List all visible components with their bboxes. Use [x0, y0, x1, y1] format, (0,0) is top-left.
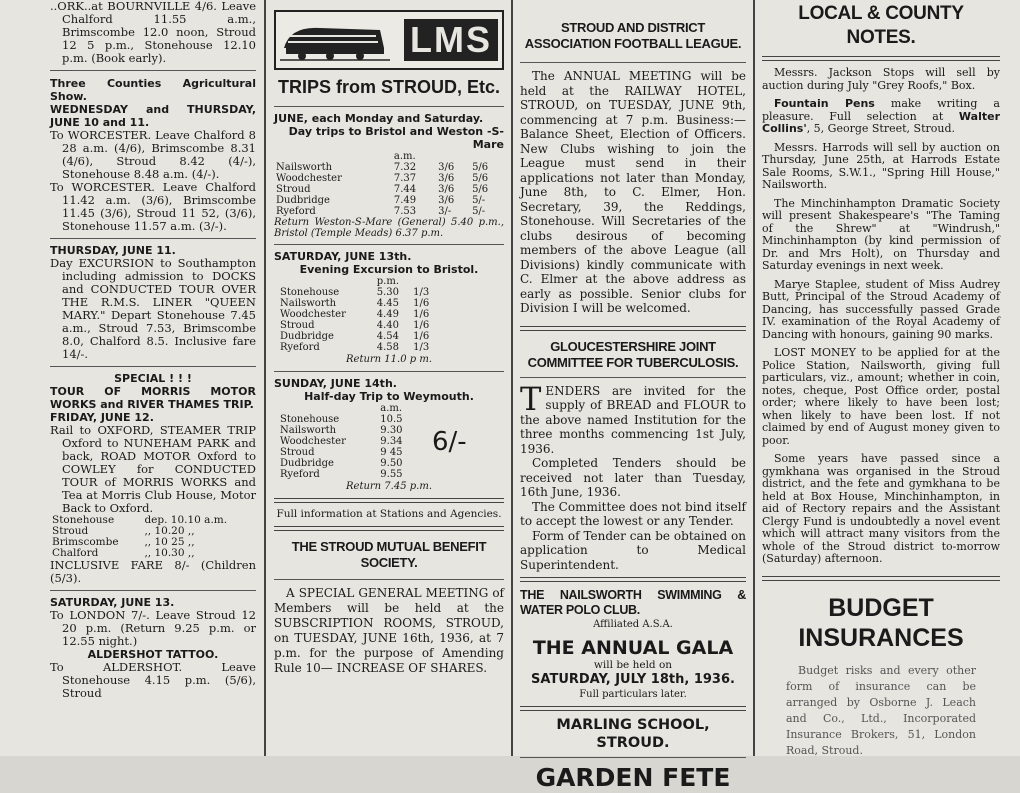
- show-dates: WEDNESDAY and THURSDAY, JUNE 10 and 11.: [50, 103, 256, 129]
- friday-heading: FRIDAY, JUNE 12.: [50, 411, 154, 424]
- tb-deadline: Completed Tenders should be received not later than Tuesday, 16th June, 1936.: [520, 456, 746, 499]
- morris-tour-title: TOUR OF MORRIS MOTOR WORKS and RIVER THAMES TRIP.: [50, 385, 256, 411]
- tb-tenders: TENDERS are invited for the supply of BREAD and FLOUR to the above named Institution for the three months commencing 1st July, 1936.: [520, 379, 746, 456]
- gala-date: SATURDAY, JULY 18th, 1936.: [531, 672, 735, 687]
- worcester-trip-2: To WORCESTER. Leave Chalford 11.42 a.m. (3/6), Brimscombe 11.45 (3/6), Stroud 11 52, (3/6), Stonehouse 11.57 a.m. (3/-).: [50, 180, 256, 233]
- weston-return: Return Weston-S-Mare (General) 5.40 p.m., Bristol (Temple Meads) 6.37 p.m.: [274, 217, 504, 239]
- gala-held: will be held on: [593, 659, 673, 671]
- table-row: Nailsworth 4.45 1/6: [280, 298, 430, 309]
- london-trip: To LONDON 7/-. Leave Stroud 12 20 p.m. (Return 9.25 p.m. or 12.55 night.): [50, 608, 256, 648]
- divider: [520, 757, 746, 758]
- tb-form: Form of Tender can be obtained on application to Medical Superintendent.: [520, 528, 746, 572]
- divider: [520, 706, 746, 711]
- table-row: Ryeford 9.55: [280, 469, 403, 480]
- southampton-excursion: Day EXCURSION to Southampton including admission to DOCKS and CONDUCTED TOUR OVER THE R.M.S. LINER "QUEEN MARY." Depart Stonehouse 7.45 a.m., Stroud 7.53, Brimscombe 8.0, Chalford 8.5. Inclusive fare 14/-.: [50, 256, 256, 361]
- worcester-trip-1: To WORCESTER. Leave Chalford 8 28 a.m. (4/6), Brimscombe 8.31 (4/6), Stroud 8.42 (4/-), Stonehouse 8.48 a.m. (4/-).: [50, 128, 256, 181]
- gala-later: Full particulars later.: [579, 689, 687, 700]
- evening-excursion-heading: Evening Excursion to Bristol.: [299, 263, 479, 276]
- mutual-society-body: A SPECIAL GENERAL MEETING of Members will be held at the SUBSCRIPTION ROOMS, STROUD, on TUESDAY, JUNE 16th, 1936, at 7 p.m. for the purpose of Amending Rule 10— INCREASE OF SHARES.: [274, 586, 504, 675]
- column-rule: [264, 0, 266, 756]
- divider: [50, 590, 256, 591]
- drop-cap: T: [520, 379, 542, 418]
- lms-logo-text: LMS: [404, 19, 498, 61]
- divider: [520, 377, 746, 378]
- table-row: Woodchester 9.34: [280, 436, 403, 447]
- divider: [762, 576, 1000, 581]
- special-heading: SPECIAL ! ! !: [114, 372, 192, 385]
- table-row: Stonehouse 10.5: [280, 414, 403, 425]
- divider: [274, 244, 504, 245]
- sunday-14-heading: SUNDAY, JUNE 14th.: [274, 377, 397, 390]
- table-row: Stroud 7.44 3/6 5/6: [276, 184, 489, 195]
- divider: [274, 579, 504, 580]
- weymouth-return: Return 7.45 p.m.: [346, 481, 432, 492]
- divider: [274, 106, 504, 107]
- bristol-return: Return 11.0 p m.: [346, 354, 432, 365]
- divider: [274, 371, 504, 372]
- note-fountain-pens: Fountain Pens make writing a pleasure. Full selection at Walter Collins', 5, George Street, Stroud.: [762, 97, 1000, 135]
- day-trips-heading: Day trips to Bristol and Weston -S-Mare: [288, 125, 504, 151]
- table-row: Chalford ,, 10.30 ,,: [52, 547, 195, 559]
- table-row: Dudbridge 4.54 1/6: [280, 331, 430, 342]
- table-row: Dudbridge 9.50: [280, 458, 403, 469]
- table-row: Brimscombe ,, 10 25 ,,: [52, 536, 195, 548]
- football-title: STROUD AND DISTRICT ASSOCIATION FOOTBALL LEAGUE.: [524, 20, 742, 51]
- bournville-trip: ..ORK..at BOURNVILLE 4/6. Leave Chalford 11.55 a.m., Brimscombe 12.0 noon, Stroud 12 5 p.m., Stonehouse 12.10 p.m. (Book early).: [50, 0, 256, 65]
- show-title: Three Counties Agricultural Show.: [50, 77, 256, 103]
- note-dancing: Marye Staplee, student of Miss Audrey Butt, Principal of the Stroud Academy of Dancing, has successfully passed Grade IV. examination of the Royal Academy of Dancing with honours, gaining 90 marks.: [762, 277, 1000, 341]
- divider: [50, 70, 256, 71]
- swim-club-title: THE NAILSWORTH SWIMMING & WATER POLO CLUB.: [520, 588, 746, 617]
- column-excursions: [40, 0, 262, 756]
- column-rule: [753, 0, 755, 756]
- table-row: Nailsworth 7.32 3/6 5/6: [276, 162, 489, 173]
- table-row: Stonehouse dep. 10.10 a.m.: [52, 514, 228, 526]
- table-row: Stonehouse 5.30 1/3: [280, 287, 430, 298]
- column-rule: [511, 0, 513, 756]
- divider: [274, 526, 504, 531]
- table-row: Stroud 9 45: [280, 447, 403, 458]
- garden-fete: GARDEN FETE: [535, 763, 731, 792]
- lms-logo: [274, 10, 504, 70]
- budget-title: BUDGET INSURANCES: [798, 593, 964, 652]
- aldershot-trip: To ALDERSHOT. Leave Stonehouse 4.15 p.m. (5/6), Stroud: [50, 660, 256, 700]
- tb-title: GLOUCESTERSHIRE JOINT COMMITTEE FOR TUBERCULOSIS.: [527, 338, 739, 370]
- divider: [50, 366, 256, 367]
- local-notes-title: LOCAL & COUNTY NOTES.: [798, 3, 964, 48]
- saturday-heading: SATURDAY, JUNE 13.: [50, 596, 175, 609]
- marling-school: MARLING SCHOOL, STROUD.: [556, 717, 710, 751]
- divider: [50, 238, 256, 239]
- locomotive-icon: [280, 18, 390, 62]
- divider: [520, 326, 746, 331]
- table-row: Ryeford 4.58 1/3: [280, 342, 430, 353]
- table-row: Nailsworth 9.30: [280, 425, 403, 436]
- june-each-heading: JUNE, each Monday and Saturday.: [274, 112, 484, 125]
- table-row: Stroud ,, 10.20 ,,: [52, 525, 195, 537]
- column-notices: [514, 0, 752, 792]
- tb-committee: The Committee does not bind itself to accept the lowest or any Tender.: [520, 499, 746, 528]
- aldershot-title: ALDERSHOT TATTOO.: [87, 648, 219, 661]
- table-row: Ryeford 7.53 3/- 5/-: [276, 206, 486, 217]
- table-row: Dudbridge 7.49 3/6 5/-: [276, 195, 486, 206]
- thursday-heading: THURSDAY, JUNE 11.: [50, 244, 176, 257]
- note-dramatic-society: The Minchinhampton Dramatic Society will present Shakespeare's "The Taming of the Shrew" at "Windrush," Minchinhampton (by kind permission of Dr. and Mrs Holt), on Thursday and Saturday evenings in next week.: [762, 196, 1000, 272]
- oxford-fare: INCLUSIVE FARE 8/- (Children (5/3).: [50, 558, 256, 585]
- note-lost-money: LOST MONEY to be applied for at the Police Station, Nailsworth, giving full particulars, viz., amount; whether in coin, notes, cheque, Post Office order, postal order; where likely to have been lost; when likely to have been lost. If not claimed by end of August money given to poor.: [762, 346, 1000, 447]
- divider: [762, 56, 1000, 61]
- column-local-notes: [756, 0, 1006, 756]
- weymouth-block: [274, 403, 504, 480]
- bristol-evening-table: p.m. Stonehouse 5.30 1/3 Nailsworth 4.45 1/6 Woodchester 4.49 1/6 Stroud 4.40 1/6 Dudbridge 4.54 1/6 Ryeford 4.58 1/3: [278, 276, 439, 353]
- budget-body: Budget risks and every other form of insurance can be arranged by Osborne J. Leach and Co., Ltd., Incorporated Insurance Brokers, 51, London Road, Stroud.: [786, 663, 976, 757]
- oxford-rail: Rail to OXFORD, STEAMER TRIP Oxford to NUNEHAM PARK and back, ROAD MOTOR Oxford to COWLEY for CONDUCTED TOUR of MORRIS WORKS and Tea at Morris Club House, Motor Back to Oxford.: [50, 423, 256, 515]
- table-row: Stroud 4.40 1/6: [280, 320, 430, 331]
- divider: [274, 498, 504, 503]
- table-row: Woodchester 7.37 3/6 5/6: [276, 173, 489, 184]
- football-body: The ANNUAL MEETING will be held at the RAILWAY HOTEL, STROUD, on TUESDAY, JUNE 9th, commencing at 7 p.m. Business:— Balance Sheet, Election of Officers. New Clubs wishing to join the League must send in their applications not later than Monday, June 8th, to C. Elmer, Hon. Secretary, 39, the Reddings, Stonehouse. Will Secretaries of the clubs desirous of becoming members of the above League (all Divisions) kindly communicate with C. Elmer at the above address as early as possible. Senior clubs for Division I will be welcomed.: [520, 69, 746, 315]
- column-lms: [268, 0, 510, 756]
- divider: [520, 577, 746, 582]
- full-information: Full information at Stations and Agencies.: [276, 508, 502, 520]
- swim-affiliation: Affiliated A.S.A.: [593, 619, 673, 630]
- note-jackson-stops: Messrs. Jackson Stops will sell by auction during July "Grey Roofs," Box.: [762, 66, 1000, 92]
- saturday-13-heading: SATURDAY, JUNE 13th.: [274, 250, 412, 263]
- weymouth-table: a.m. Stonehouse 10.5 Nailsworth 9.30 Woodchester 9.34 Stroud 9 45 Dudbridge 9.50 Ryeford 9.55: [278, 403, 416, 480]
- oxford-times-table: [50, 515, 256, 559]
- gala-title: THE ANNUAL GALA: [532, 637, 734, 659]
- mutual-society-title: THE STROUD MUTUAL BENEFIT SOCIETY.: [291, 539, 487, 570]
- note-gymkhana: Some years have passed since a gymkhana was organised in the Stroud district, and the fete and gymkhana to be held at Box House, Minchinhampton, in aid of Rectory repairs and the Assistant Clergy Fund is undoubtedly a novel event which will attract many visitors from the whole of the Stroud district to-morrow (Saturday) afternoon.: [762, 452, 1000, 565]
- bristol-weston-table: a.m. Nailsworth 7.32 3/6 5/6 Woodchester 7.37 3/6 5/6 Stroud 7.44 3/6 5/6 Dudbridge 7.49 3/6 5/- Ryeford 7.53 3/- 5/-: [274, 151, 504, 217]
- table-row: Woodchester 4.49 1/6: [280, 309, 430, 320]
- divider: [520, 62, 746, 63]
- weymouth-fare: 6/-: [432, 426, 467, 457]
- note-harrods: Messrs. Harrods will sell by auction on Thursday, June 25th, at Harrods Estate Sale Rooms, S.W.1., "Spring Hill House," Nailsworth.: [762, 140, 1000, 191]
- weymouth-heading: Half-day Trip to Weymouth.: [304, 390, 474, 403]
- trips-title: TRIPS from STROUD, Etc.: [277, 77, 501, 97]
